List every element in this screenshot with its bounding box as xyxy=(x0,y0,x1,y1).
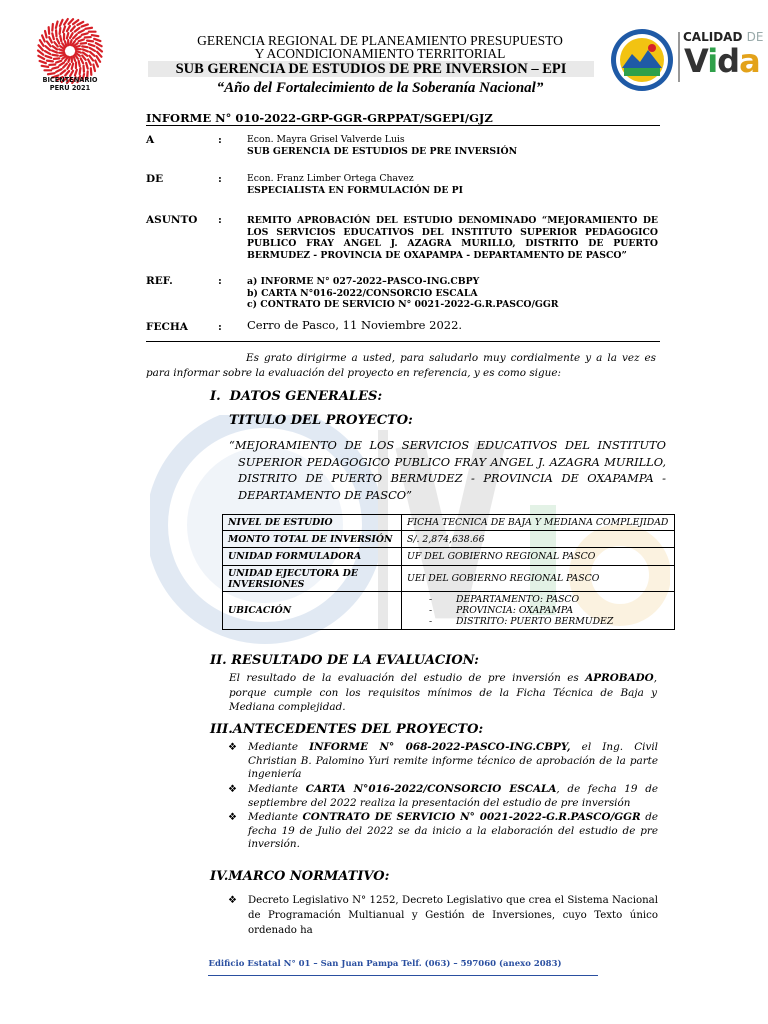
antecedente-1-ref: INFORME N° 068-2022-PASCO-ING.CBPY, xyxy=(309,741,571,753)
sunburst-ray xyxy=(39,45,44,50)
sunburst-ray xyxy=(92,35,99,36)
sunburst-ray xyxy=(71,26,75,31)
antecedente-2-text: , de fecha 19 de septiembre del 2022 realiza la presentación del estudio de pre inversión xyxy=(248,783,659,809)
footer-underline xyxy=(208,975,598,976)
sunburst-ray xyxy=(40,40,44,46)
antecedente-2-start: Mediante xyxy=(248,783,306,795)
sunburst-ray xyxy=(67,26,70,31)
section-3-heading: III.ANTECEDENTES DEL PROYECTO: xyxy=(210,722,484,737)
sunburst-ray xyxy=(54,58,59,59)
sunburst-ray xyxy=(63,64,67,68)
de-sender-name: Econ. Franz Limber Ortega Chavez xyxy=(247,173,414,184)
fecha-underline xyxy=(146,341,660,342)
marco-normativo-list xyxy=(228,893,658,938)
sunburst-ray xyxy=(70,33,73,38)
vida-logo xyxy=(684,42,760,80)
sunburst-ray xyxy=(88,59,91,64)
de-colon: : xyxy=(218,173,222,185)
list-item xyxy=(407,594,669,605)
result-status: APROBADO xyxy=(585,672,654,684)
sunburst-ray xyxy=(54,42,58,46)
section-1-heading xyxy=(210,389,382,404)
de-label: DE xyxy=(146,173,164,185)
calidad-word: CALIDAD xyxy=(683,30,743,44)
sunburst-ray xyxy=(49,37,52,42)
section-2-title: RESULTADO DE LA EVALUACION: xyxy=(231,653,479,668)
ubicacion-key: UBICACIÓN xyxy=(223,592,402,630)
sunburst-ray xyxy=(87,41,93,42)
ubicacion-distrito: DISTRITO: PUERTO BERMUDEZ xyxy=(456,616,614,627)
sunburst-ray xyxy=(52,24,53,31)
uf-value: UF DEL GOBIERNO REGIONAL PASCO xyxy=(402,548,675,566)
table-row xyxy=(223,531,675,548)
informe-underline xyxy=(146,125,660,126)
uei-value: UEI DEL GOBIERNO REGIONAL PASCO xyxy=(402,566,675,592)
sunburst-ray xyxy=(60,20,63,26)
de-sender-title: ESPECIALISTA EN FORMULACIÓN DE PI xyxy=(247,184,463,196)
sunburst-ray xyxy=(73,20,78,24)
ubicacion-value xyxy=(402,592,675,630)
sunburst-ray xyxy=(80,68,81,74)
ubicacion-provincia: PROVINCIA: OXAPAMPA xyxy=(456,605,574,616)
marco-normativo-text: Decreto Legislativo N° 1252, Decreto Legislativo que crea el Sistema Nacional de Programación Multianual y Gestión de Inversiones, cuyo Texto único ordenado ha xyxy=(248,895,658,936)
sunburst-ray xyxy=(45,31,47,37)
sunburst-ray xyxy=(40,61,46,63)
a-label: A xyxy=(146,134,155,146)
sunburst-ray xyxy=(90,48,95,51)
list-item xyxy=(228,783,658,811)
a-recipient xyxy=(247,134,658,157)
sunburst-ray xyxy=(56,22,58,28)
sunburst-ray xyxy=(45,51,50,54)
diamond-bullet-icon: ❖ xyxy=(228,742,237,753)
sunburst-ray xyxy=(81,43,86,44)
ref-colon: : xyxy=(218,275,222,287)
sunburst-ray xyxy=(64,19,68,25)
a-colon: : xyxy=(218,134,222,146)
vida-letter-a: a xyxy=(739,42,760,80)
list-item xyxy=(228,811,658,852)
monto-value: S/. 2,874,638.66 xyxy=(402,531,675,548)
list-item xyxy=(407,616,669,627)
sunburst-ray xyxy=(96,43,102,46)
informe-number: INFORME N° 010-2022-GRP-GGR-GRPPAT/SGEPI/GJZ xyxy=(146,111,493,125)
sunburst-ray xyxy=(81,58,83,63)
sunburst-ray xyxy=(56,69,61,72)
sunburst-ray xyxy=(97,47,102,51)
sunburst-ray xyxy=(60,55,65,57)
section-4-heading: IV.MARCO NORMATIVO: xyxy=(210,869,390,884)
sunburst-ray xyxy=(45,46,50,50)
sunburst-ray xyxy=(60,28,61,34)
intro-paragraph: Es grato dirigirme a usted, para saludarlo muy cordialmente y a la vez es para informar sobre la evaluación del proyecto en referencia, y es como sigue: xyxy=(146,352,656,379)
sunburst-ray xyxy=(45,56,51,58)
antecedente-2-ref: CARTA N°016-2022/CONSORCIO ESCALA xyxy=(305,783,557,795)
antecedente-3-ref: CONTRATO DE SERVICIO N° 0021-2022-G.R.PASCO/GGR xyxy=(302,811,641,823)
project-title: “MEJORAMIENTO DE LOS SERVICIOS EDUCATIVOS DEL INSTITUTO SUPERIOR PEDAGOGICO PUBLICO FRAY ANGEL J. AZAGRA MURILLO, DISTRITO DE PUERTO BERMUDEZ - PROVINCIA DE OXAPAMPA - DEPARTAMENTO DE PASCO” xyxy=(229,438,666,502)
asunto-label: ASUNTO xyxy=(146,214,198,226)
sunburst-ray xyxy=(86,63,88,69)
fecha-colon: : xyxy=(218,321,222,333)
sunburst-ray xyxy=(52,33,54,39)
antecedente-1-start: Mediante xyxy=(248,741,310,753)
antecedente-1-text: el Ing. Civil Christian B. Palomino Yuri remite informe técnico de aprobación de la parte ingeniería xyxy=(248,741,659,780)
sunburst-ray xyxy=(91,68,92,75)
sunburst-ray xyxy=(76,36,81,39)
sunburst-ray xyxy=(48,73,55,74)
sunburst-ray xyxy=(47,42,51,47)
sunburst-ray xyxy=(47,61,53,62)
sunburst-ray xyxy=(93,65,95,71)
sunburst-ray xyxy=(75,46,80,48)
sunburst-ray xyxy=(83,53,87,56)
sunburst-ray xyxy=(94,39,100,41)
list-dash: - xyxy=(429,605,433,616)
sunburst-ray xyxy=(72,64,73,69)
sunburst-ray xyxy=(38,51,43,55)
section-1-number: I. xyxy=(210,389,221,404)
list-item xyxy=(228,741,658,783)
sunburst-ray xyxy=(82,24,88,26)
sunburst-ray xyxy=(85,28,92,29)
sunburst-ray xyxy=(82,56,86,60)
sunburst-ray xyxy=(52,50,57,52)
vida-letter-d: d xyxy=(717,42,740,80)
antecedentes-list xyxy=(228,741,658,852)
sunburst-ray xyxy=(82,33,88,35)
uf-key: UNIDAD FORMULADORA xyxy=(223,548,402,566)
header-year-motto: “Año del Fortalecimiento de la Soberanía Nacional” xyxy=(216,80,544,96)
footer-address: Edificio Estatal N° 01 – San Juan Pampa Telf. (063) – 597060 (anexo 2083) xyxy=(208,959,562,969)
sunburst-ray xyxy=(56,61,61,63)
sunburst-ray xyxy=(73,34,77,38)
nivel-key: NIVEL DE ESTUDIO xyxy=(223,515,402,531)
section-2-text xyxy=(229,671,657,715)
sunburst-ray xyxy=(77,22,83,25)
sunburst-ray xyxy=(89,56,93,61)
sunburst-ray xyxy=(78,30,83,33)
sunburst-ray xyxy=(42,35,45,41)
list-dash: - xyxy=(429,616,433,627)
project-title-heading: TITULO DEL PROYECTO: xyxy=(229,413,413,428)
header-divider xyxy=(678,32,680,82)
sunburst-ray xyxy=(52,67,58,69)
header-line-2: Y ACONDICIONAMIENTO TERRITORIAL xyxy=(254,46,506,61)
header-line-1: GERENCIA REGIONAL DE PLANEAMIENTO PRESUPUESTO xyxy=(197,33,563,48)
sunburst-ray xyxy=(83,49,88,51)
diamond-bullet-icon: ❖ xyxy=(228,812,237,823)
table-row xyxy=(223,592,675,630)
a-recipient-name: Econ. Mayra Grisel Valverde Luis xyxy=(247,134,405,145)
result-text-end: , porque cumple con los requisitos mínimos de la Ficha Técnica de Baja y Mediana complejidad. xyxy=(229,672,657,713)
ubicacion-departamento: DEPARTAMENTO: PASCO xyxy=(456,594,580,605)
ref-item-c: c) CONTRATO DE SERVICIO N° 0021-2022-G.R.PASCO/GGR xyxy=(247,299,559,310)
monto-key: MONTO TOTAL DE INVERSIÓN xyxy=(223,531,402,548)
asunto-text: REMITO APROBACIÓN DEL ESTUDIO DENOMINADO “MEJORAMIENTO DE LOS SERVICIOS EDUCATIVOS DEL INSTITUTO SUPERIOR PEDAGOGICO PUBLICO FRAY ANGEL J. AZAGRA MURILLO, DISTRITO DE PUERTO BERMUDEZ - PROVINCIA DE OXAPAMPA - DEPARTAMENTO DE PASCO” xyxy=(247,215,658,261)
sunburst-ray xyxy=(38,56,44,59)
sunburst-ray xyxy=(67,33,68,38)
sunburst-ray xyxy=(67,64,70,69)
vida-letter-i: i xyxy=(707,42,718,80)
sunburst-ray xyxy=(96,56,100,62)
sunburst-ray xyxy=(75,70,77,76)
sunburst-ray xyxy=(42,66,49,67)
asunto-colon: : xyxy=(218,214,222,226)
project-info-table xyxy=(222,514,675,630)
sunburst-ray xyxy=(57,39,59,44)
sunburst-ray xyxy=(95,61,98,67)
sunburst-ray xyxy=(89,44,95,46)
sunburst-ray xyxy=(97,52,102,57)
list-dash: - xyxy=(429,594,433,605)
sunburst-ray xyxy=(79,61,80,66)
header-subgerencia: SUB GERENCIA DE ESTUDIOS DE PRE INVERSION – EPI xyxy=(148,61,594,77)
uei-key: UNIDAD EJECUTORA DE INVERSIONES xyxy=(223,566,402,592)
sunburst-ray xyxy=(61,70,66,74)
sunburst-ray xyxy=(82,46,87,47)
calidad-de-word: DE xyxy=(746,30,764,44)
sunburst-ray xyxy=(59,63,64,66)
section-2-number: II. xyxy=(210,653,227,668)
section-2-heading xyxy=(210,653,479,668)
sunburst-ray xyxy=(63,26,65,32)
antecedente-3-text: de fecha 19 de Julio del 2022 se da inicio a la elaboración del estudio de pre inversión. xyxy=(248,811,658,850)
vida-letter-v: V xyxy=(684,42,708,80)
sunburst-ray xyxy=(75,28,80,32)
ubicacion-list xyxy=(407,594,669,627)
fecha-label: FECHA xyxy=(146,321,188,333)
ref-label: REF. xyxy=(146,275,173,287)
a-recipient-title: SUB GERENCIA DE ESTUDIOS DE PRE INVERSIÓN xyxy=(247,145,518,157)
table-row xyxy=(223,566,675,592)
ref-item-b: b) CARTA N°016-2022/CONSORCIO ESCALA xyxy=(247,287,478,299)
table-row xyxy=(223,548,675,566)
fecha-value: Cerro de Pasco, 11 Noviembre 2022. xyxy=(247,318,463,332)
list-item xyxy=(228,893,658,938)
ref-item-a: a) INFORME N° 027-2022–PASCO-ING.CBPY xyxy=(247,276,480,287)
sunburst-ray xyxy=(65,41,67,46)
antecedente-3-start: Mediante xyxy=(248,811,303,823)
gobierno-regional-pasco-seal xyxy=(610,28,674,92)
sunburst-ray xyxy=(49,27,50,34)
bicentenario-caption xyxy=(34,76,106,92)
list-item xyxy=(407,605,669,616)
ref-list xyxy=(247,276,658,311)
de-sender xyxy=(247,173,658,196)
sunburst-ray xyxy=(60,36,61,41)
diamond-bullet-icon: ❖ xyxy=(228,895,237,906)
sunburst-ray xyxy=(53,46,57,49)
sunburst-ray xyxy=(79,39,84,41)
section-1-title: DATOS GENERALES: xyxy=(229,389,383,404)
sunburst-ray xyxy=(90,52,95,56)
sunburst-ray xyxy=(52,55,57,56)
nivel-value: FICHA TECNICA DE BAJA Y MEDIANA COMPLEJIDAD xyxy=(402,515,675,531)
sunburst-ray xyxy=(74,56,76,61)
result-text-start: El resultado de la evaluación del estudio de pre inversión es xyxy=(229,672,586,684)
table-row xyxy=(223,515,675,531)
bicentenario-label: BICENTENARIO xyxy=(42,76,98,84)
bicentenario-year: PERÚ 2021 xyxy=(49,84,91,92)
sunburst-ray xyxy=(65,71,69,76)
diamond-bullet-icon: ❖ xyxy=(228,784,237,795)
